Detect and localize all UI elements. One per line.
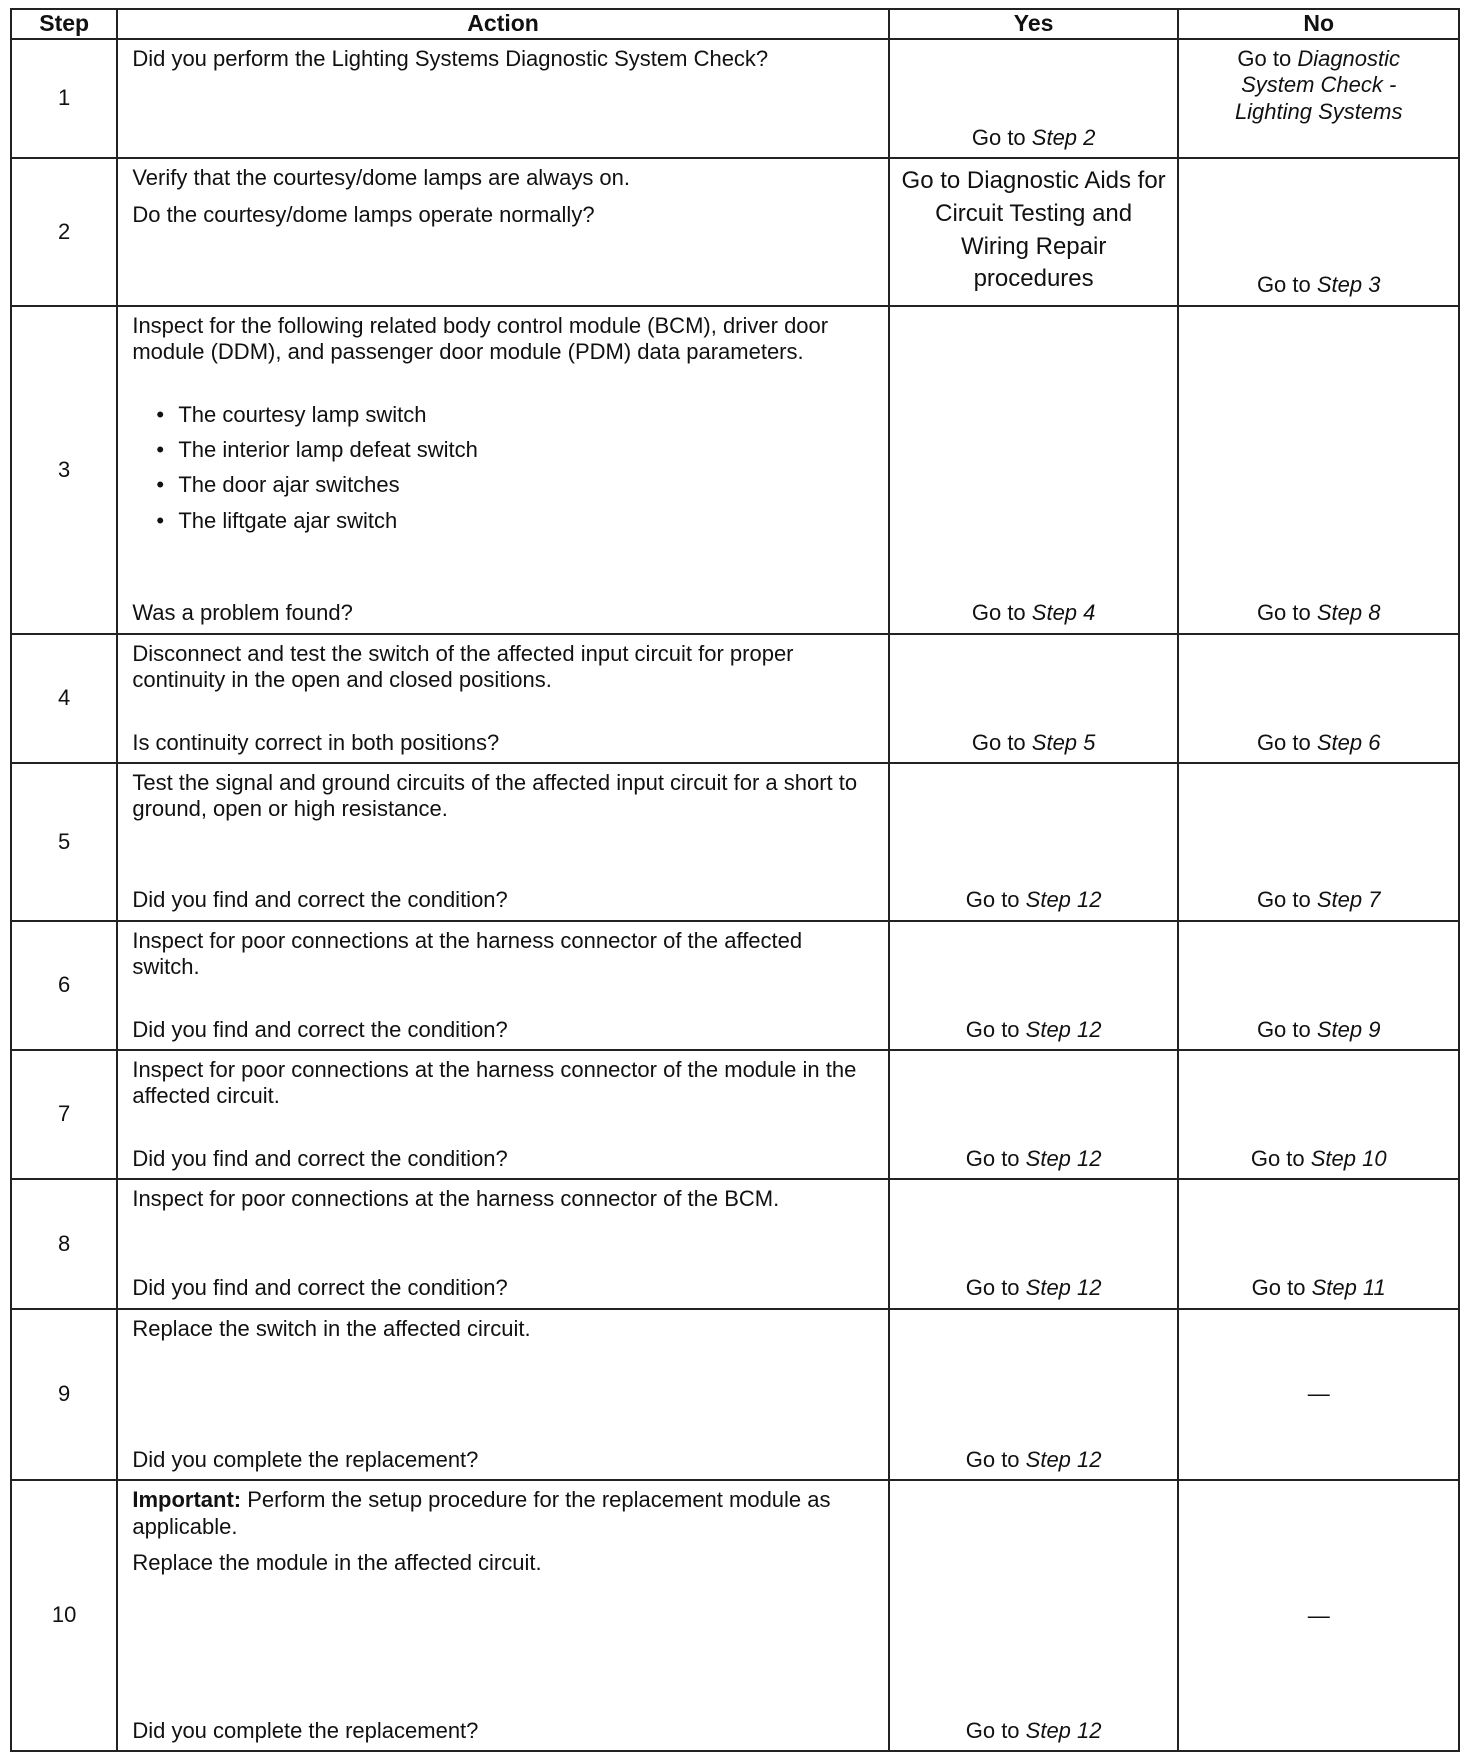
table-row bbox=[11, 921, 1459, 1050]
action-text: Disconnect and test the switch of the affected input circuit for proper continuity in the open and closed positions. bbox=[132, 640, 794, 693]
action-cell bbox=[117, 634, 889, 763]
table-row bbox=[11, 634, 1459, 763]
action-text: Inspect for the following related body control module (BCM), driver door module (DDM), and passenger door module (PDM) data parameters. bbox=[132, 312, 829, 365]
header-step: Step bbox=[11, 9, 117, 39]
action-question: Do the courtesy/dome lamps operate normally? bbox=[132, 201, 595, 227]
no-cell bbox=[1178, 1309, 1459, 1481]
no-cell bbox=[1178, 634, 1459, 763]
action-text: Test the signal and ground circuits of the affected input circuit for a short to ground, open or high resistance. bbox=[132, 770, 858, 822]
list-item: • The courtesy lamp switch bbox=[156, 402, 874, 428]
yes-result: Go to Step 12 bbox=[965, 1145, 1102, 1171]
list-item: • The door ajar switches bbox=[156, 472, 874, 498]
table-row bbox=[11, 158, 1459, 305]
yes-cell bbox=[889, 306, 1179, 634]
yes-cell bbox=[889, 39, 1179, 158]
action-text: Did you perform the Lighting Systems Diagnostic System Check? bbox=[132, 46, 769, 71]
yes-result: Go to Step 12 bbox=[965, 1275, 1102, 1301]
no-cell bbox=[1178, 158, 1459, 305]
table-row bbox=[11, 763, 1459, 920]
step-number: 9 bbox=[11, 1309, 117, 1481]
yes-result: Go to Step 12 bbox=[965, 1446, 1102, 1472]
action-text: Replace the switch in the affected circuit. bbox=[132, 1315, 531, 1341]
yes-result: Go to Step 12 bbox=[965, 1717, 1102, 1743]
action-cell bbox=[117, 306, 889, 634]
action-text: Inspect for poor connections at the harness connector of the affected switch. bbox=[132, 927, 803, 979]
table-header-row bbox=[11, 9, 1459, 39]
yes-cell bbox=[889, 1309, 1179, 1481]
no-result: Go to Step 9 bbox=[1256, 1016, 1381, 1042]
table-row bbox=[11, 1480, 1459, 1751]
list-item: • The interior lamp defeat switch bbox=[156, 437, 874, 463]
no-result: Go to Step 8 bbox=[1256, 600, 1381, 626]
no-cell bbox=[1178, 1480, 1459, 1751]
action-cell bbox=[117, 158, 889, 305]
action-question: Did you complete the replacement? bbox=[132, 1446, 479, 1472]
yes-cell bbox=[889, 921, 1179, 1050]
no-cell bbox=[1178, 1179, 1459, 1308]
action-text: Replace the module in the affected circuit. bbox=[132, 1549, 542, 1575]
action-cell bbox=[117, 1480, 889, 1751]
header-action: Action bbox=[117, 9, 889, 39]
yes-cell bbox=[889, 158, 1179, 305]
yes-result: Go to Diagnostic Aids for Circuit Testing and Wiring Repair procedures bbox=[901, 167, 1166, 293]
important-label: Important: bbox=[132, 1487, 242, 1513]
table-row bbox=[11, 39, 1459, 158]
no-result: Go to Step 6 bbox=[1256, 729, 1381, 755]
no-cell bbox=[1178, 1050, 1459, 1179]
no-result: Go to Step 7 bbox=[1256, 887, 1381, 913]
step-number: 5 bbox=[11, 763, 117, 920]
important-note: Important: Perform the setup procedure for the replacement module as applicable. bbox=[132, 1487, 831, 1539]
no-cell bbox=[1178, 39, 1459, 158]
action-question: Did you find and correct the condition? bbox=[132, 1016, 508, 1042]
yes-result: Go to Step 4 bbox=[971, 600, 1096, 626]
parameter-list bbox=[132, 402, 874, 535]
yes-result: Go to Step 12 bbox=[965, 887, 1102, 913]
no-cell bbox=[1178, 921, 1459, 1050]
table-row bbox=[11, 1050, 1459, 1179]
step-number: 7 bbox=[11, 1050, 117, 1179]
step-number: 6 bbox=[11, 921, 117, 1050]
no-result: Go to Step 3 bbox=[1256, 272, 1381, 298]
action-cell bbox=[117, 763, 889, 920]
table-row bbox=[11, 1179, 1459, 1308]
header-no: No bbox=[1178, 9, 1459, 39]
action-question: Was a problem found? bbox=[132, 600, 353, 626]
yes-result: Go to Step 5 bbox=[971, 729, 1096, 755]
yes-cell bbox=[889, 634, 1179, 763]
action-cell bbox=[117, 921, 889, 1050]
step-number: 3 bbox=[11, 306, 117, 634]
step-number: 4 bbox=[11, 634, 117, 763]
yes-cell bbox=[889, 1179, 1179, 1308]
action-question: Did you find and correct the condition? bbox=[132, 1275, 508, 1301]
no-result: Go to Step 11 bbox=[1251, 1275, 1386, 1301]
no-result: Go to Diagnostic System Check - Lighting Systems bbox=[1234, 46, 1403, 124]
action-question: Did you find and correct the condition? bbox=[132, 1145, 508, 1171]
action-text: Inspect for poor connections at the harness connector of the module in the affected circuit. bbox=[132, 1056, 857, 1109]
yes-cell bbox=[889, 1050, 1179, 1179]
yes-result: Go to Step 12 bbox=[965, 1016, 1102, 1042]
list-item: • The liftgate ajar switch bbox=[156, 508, 874, 534]
action-question: Is continuity correct in both positions? bbox=[132, 729, 500, 755]
action-cell bbox=[117, 1309, 889, 1481]
action-text: Verify that the courtesy/dome lamps are always on. bbox=[132, 165, 631, 191]
no-cell bbox=[1178, 306, 1459, 634]
yes-cell bbox=[889, 1480, 1179, 1751]
diagnostic-table bbox=[10, 8, 1460, 1752]
action-cell bbox=[117, 1050, 889, 1179]
no-result: Go to Step 10 bbox=[1250, 1145, 1387, 1171]
table-row bbox=[11, 1309, 1459, 1481]
step-number: 2 bbox=[11, 158, 117, 305]
no-result: — bbox=[1307, 1602, 1330, 1628]
action-text: Inspect for poor connections at the harness connector of the BCM. bbox=[132, 1186, 780, 1212]
action-cell bbox=[117, 1179, 889, 1308]
no-result: — bbox=[1307, 1381, 1330, 1407]
yes-result: Go to Step 2 bbox=[971, 124, 1096, 150]
step-number: 8 bbox=[11, 1179, 117, 1308]
header-yes: Yes bbox=[889, 9, 1179, 39]
table-row bbox=[11, 306, 1459, 634]
no-cell bbox=[1178, 763, 1459, 920]
step-number: 10 bbox=[11, 1480, 117, 1751]
action-question: Did you complete the replacement? bbox=[132, 1717, 479, 1743]
action-cell bbox=[117, 39, 889, 158]
action-question: Did you find and correct the condition? bbox=[132, 887, 508, 913]
step-number: 1 bbox=[11, 39, 117, 158]
yes-cell bbox=[889, 763, 1179, 920]
